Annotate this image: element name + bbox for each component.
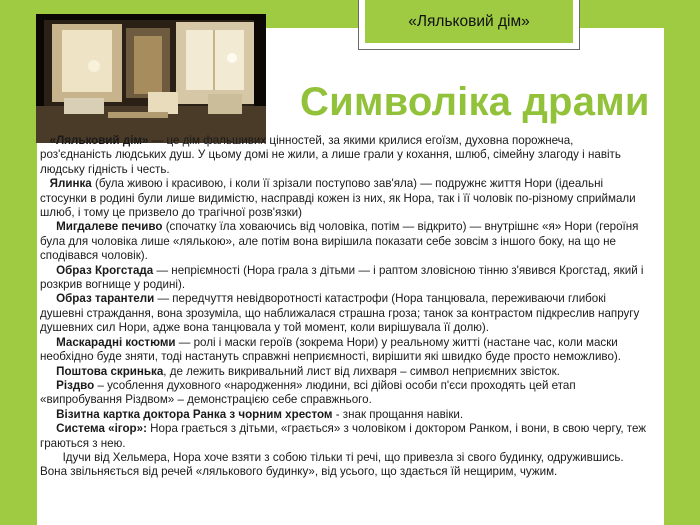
paragraph-text: — це дім фальшивих цінностей, за якими крилися егоїзм, духовна порожнеча, роз'єднаність людських душ. У цьому домі не жили, а лише грали у кохання, шлюб, сімейну злагоду і навіть людську гідність і честь. (40, 134, 621, 176)
slide-title: «Ляльковий дім» (365, 0, 573, 43)
stage-set-image (36, 14, 266, 143)
paragraph-text: Нора грається з дітьми, «грається» з чоловіком і доктором Ранком, і вони, в свою чергу, теж граються з нею. (40, 422, 647, 450)
body-paragraph (40, 408, 648, 422)
paragraph-term: Маскарадні костюми (56, 335, 176, 349)
paragraph-text: – усоблення духовного «народження» людини, всі дійові особи п'єси проходять цей етап «випробування Різдвом» – демонстрацією себе справжнього. (40, 378, 576, 407)
body-paragraph (40, 365, 648, 379)
paragraph-text: (спочатку їла ховаючись від чоловіка, потім — відкрито) — внутрішнє «я» Нори (героїня була для чоловіка лише «лялькою», але потім вона вирішила показати себе зовсім з іншого боку, на що не сподівався чоловік). (40, 220, 639, 263)
paragraph-text: — ролі і маски героїв (зокрема Нори) у реальному житті (настане час, коли маски необхідно буде зняти, тоді настануть справжні неприємності, вирішити які швидко буде просто неможливо). (40, 335, 621, 364)
paragraph-term: Ялинка (49, 177, 92, 191)
paragraph-term: «Ляльковий дім» (49, 134, 149, 147)
paragraph-text: , де лежить викривальний лист від лихваря – символ неприємних звісток. (163, 364, 560, 378)
body-paragraph (40, 177, 648, 220)
body-paragraph (40, 422, 648, 451)
paragraph-text: — передчуття невідворотності катастрофи (Нора танцювала, переживаючи глибокі душевні страждання, вона зрозуміла, що наближалася страшна гроза; танок за контрастом підкреслив напругу душевних сил Нори, адже вона танцювала у той момент, коли вирішувала її долю). (40, 292, 640, 335)
body-paragraph (40, 379, 648, 408)
body-paragraph (40, 336, 648, 365)
body-paragraph (40, 292, 648, 335)
body-paragraph (40, 134, 648, 177)
page-heading: Символіка драми (300, 80, 650, 124)
title-tab (358, 0, 580, 50)
body-paragraph (40, 451, 648, 480)
paragraph-text: — непріємності (Нора грала з дітьми — і раптом зловісною тінню з'явився Крогстад, який і розкрив вогнище у родині). (40, 263, 644, 292)
body-paragraph (40, 220, 648, 263)
paragraph-term: Образ тарантели (56, 292, 155, 306)
paragraph-text: (була живою і красивою, і коли її зрізали поступово зав'яла) — подружнє життя Нори (ідеальні стосунки в родині були лише видимістю, насправді кожен із них, як Нора, так і її чоловік по-різному сприймали шлюб, і тому це призвело до трагічної розв'язки) (40, 177, 636, 220)
body-paragraph (40, 264, 648, 293)
paragraph-term: Образ Крогстада (56, 263, 154, 277)
body-text (40, 134, 648, 480)
paragraph-term: Система «ігор»: (56, 422, 147, 436)
paragraph-term: Різдво (56, 378, 95, 392)
stage-set-photo (36, 14, 266, 143)
paragraph-term: Візитна картка доктора Ранка з чорним хрестом (56, 407, 333, 421)
paragraph-term: Мигдалеве печиво (56, 220, 163, 234)
paragraph-text: - знак прощання навіки. (332, 407, 464, 421)
paragraph-text: Ідучи від Хельмера, Нора хоче взяти з собою тільки ті речі, що привезла зі свого будинку, одружившись. Вона звільняється від речей «лялькового будинку», від усього, що здається їй нещирим, чужим. (40, 450, 624, 479)
paragraph-term: Поштова скринька (56, 364, 164, 378)
